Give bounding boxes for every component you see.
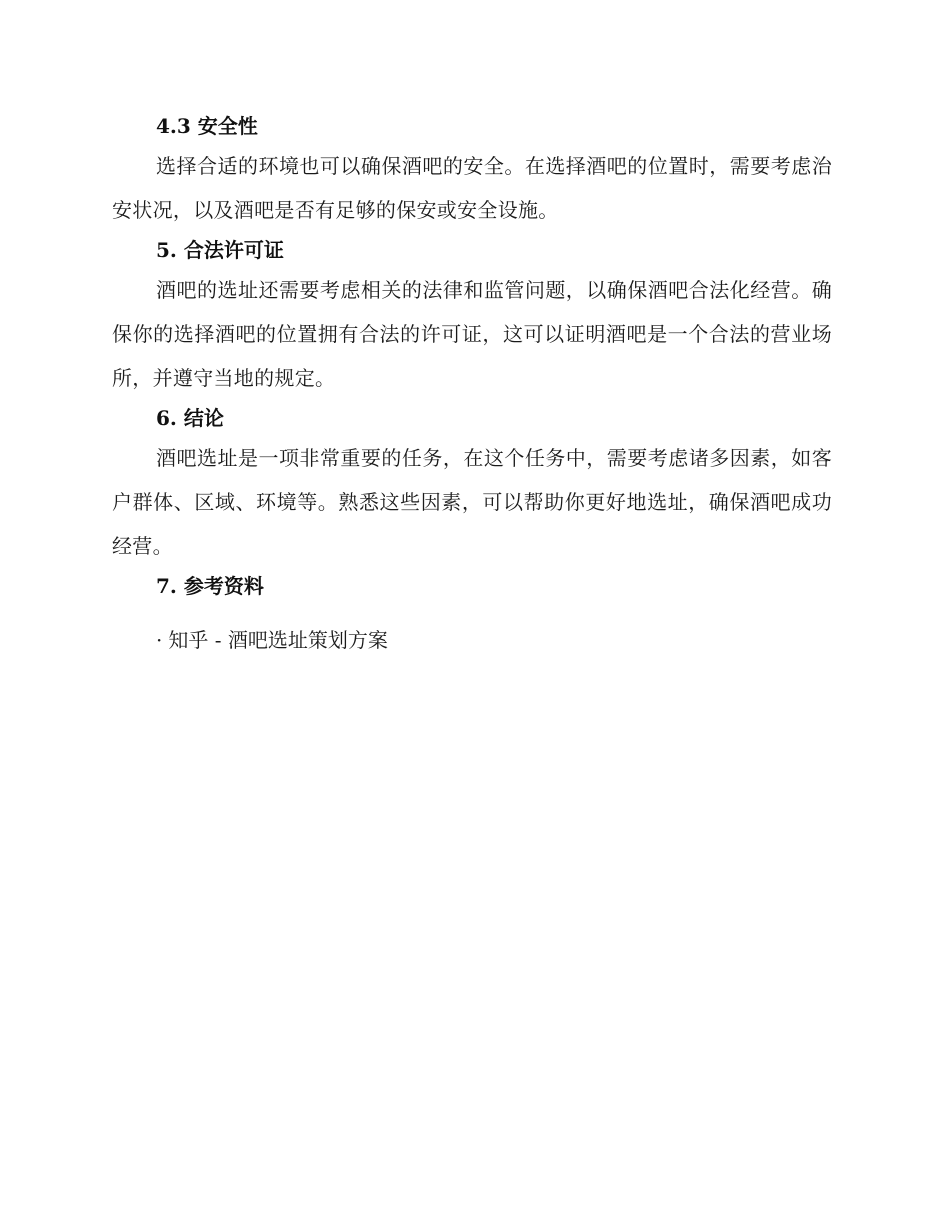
section-heading-6: 6. 结论 (156, 406, 224, 430)
section-paragraph-6: 酒吧选址是一项非常重要的任务，在这个任务中，需要考虑诸多因素，如客户群体、区域、环境等。熟悉这些因素，可以帮助你更好地选址，确保酒吧成功经营。 (112, 446, 832, 558)
section-heading-5: 5. 合法许可证 (156, 238, 284, 262)
bullet-icon: · (156, 628, 163, 652)
section-heading-7: 7. 参考资料 (156, 574, 264, 598)
document-body (112, 108, 832, 658)
section-paragraph-4-3: 选择合适的环境也可以确保酒吧的安全。在选择酒吧的位置时，需要考虑治安状况，以及酒吧是否有足够的保安或安全设施。 (112, 154, 832, 222)
section-heading-4-3: 4.3 安全性 (156, 114, 258, 138)
section-paragraph-5: 酒吧的选址还需要考虑相关的法律和监管问题，以确保酒吧合法化经营。确保你的选择酒吧的位置拥有合法的许可证，这可以证明酒吧是一个合法的营业场所，并遵守当地的规定。 (112, 278, 832, 390)
reference-list-item (112, 622, 832, 658)
reference-text: 知乎 - 酒吧选址策划方案 (168, 628, 388, 652)
